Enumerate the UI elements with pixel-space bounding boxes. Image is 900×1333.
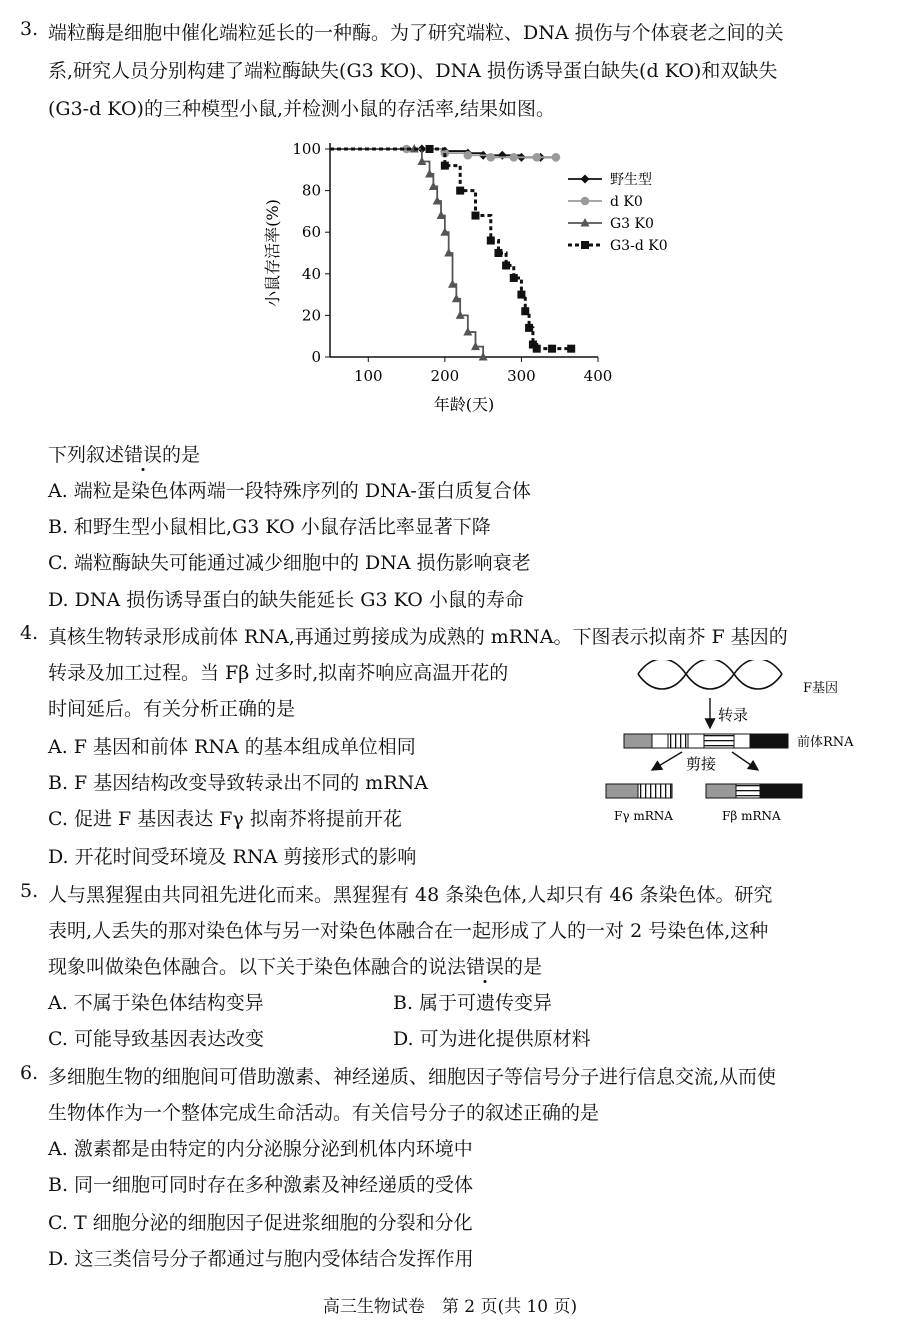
option-b: B. 和野生型小鼠相比,G3 KO 小鼠存活比率显著下降 <box>48 516 491 538</box>
option-c: C. 可能导致基因表达改变 <box>48 1028 264 1050</box>
data-point <box>471 212 479 220</box>
dna-helix <box>638 660 782 689</box>
legend-label: d K0 <box>610 194 643 210</box>
data-point <box>510 274 518 282</box>
option-d: D. DNA 损伤诱导蛋白的缺失能延长 G3 KO 小鼠的寿命 <box>48 589 524 611</box>
option-d: D. 开花时间受环境及 RNA 剪接形式的影响 <box>48 846 417 868</box>
data-point <box>487 237 495 245</box>
legend-label: G3 K0 <box>610 216 654 232</box>
x-tick-label: 400 <box>583 367 613 385</box>
option-a: A. F 基因和前体 RNA 的基本组成单位相同 <box>48 736 416 758</box>
f-gamma-mrna-bar <box>606 784 672 798</box>
splicing-label: 剪接 <box>686 755 717 773</box>
page-footer: 高三生物试卷 第 2 页(共 10 页) <box>322 1297 578 1317</box>
option-b: B. 属于可遗传变异 <box>393 992 553 1014</box>
y-axis-label: 小鼠存活率(%) <box>263 199 282 307</box>
question-stem-line: 现象叫做染色体融合。以下关于染色体融合的说法错误的是 <box>48 956 543 978</box>
data-point <box>517 291 525 299</box>
splicing-diagram <box>600 660 885 835</box>
data-point <box>502 261 510 269</box>
data-point <box>567 345 575 353</box>
question-stem-line: 端粒酶是细胞中催化端粒延长的一种酶。为了研究端粒、DNA 损伤与个体衰老之间的关 <box>48 22 784 44</box>
question-stem-line: 表明,人丢失的那对染色体与另一对染色体融合在一起形成了人的一对 2 号染色体,这种 <box>48 920 769 942</box>
question-prompt: 下列叙述错误的是 <box>48 444 201 466</box>
legend-marker <box>581 197 590 206</box>
data-point <box>494 249 502 257</box>
splice-arrow-left <box>652 752 682 770</box>
splice-arrow-right <box>732 752 758 770</box>
question-stem-line: 时间延后。有关分析正确的是 <box>48 698 296 720</box>
question-number: 3. <box>20 18 39 40</box>
data-point <box>533 345 541 353</box>
option-d: D. 可为进化提供原材料 <box>393 1028 591 1050</box>
data-point <box>521 307 529 315</box>
legend-label: 野生型 <box>610 172 652 188</box>
y-tick-label: 80 <box>301 181 321 200</box>
option-a: A. 端粒是染色体两端一段特殊序列的 DNA-蛋白质复合体 <box>48 480 531 502</box>
data-point <box>464 151 473 160</box>
x-tick-label: 200 <box>430 367 460 385</box>
option-b: B. F 基因结构改变导致转录出不同的 mRNA <box>48 772 428 794</box>
option-a: A. 不属于染色体结构变异 <box>48 992 264 1014</box>
y-tick-label: 100 <box>292 140 321 158</box>
data-point <box>456 187 464 195</box>
y-tick-label: 40 <box>301 264 321 283</box>
data-point <box>548 345 556 353</box>
y-tick-label: 0 <box>311 348 321 366</box>
x-tick-label: 300 <box>507 367 536 385</box>
question-stem-line: 真核生物转录形成前体 RNA,再通过剪接成为成熟的 mRNA。下图表示拟南芥 F 基因的 <box>48 626 788 648</box>
legend-marker <box>581 241 589 249</box>
question-number: 6. <box>20 1062 39 1084</box>
question-stem-line: 系,研究人员分别构建了端粒酶缺失(G3 KO)、DNA 损伤诱导蛋白缺失(d KO)和双缺失 <box>48 60 778 82</box>
data-point <box>532 153 541 162</box>
x-tick-label: 100 <box>353 367 383 385</box>
option-b: B. 同一细胞可同时存在多种激素及神经递质的受体 <box>48 1174 474 1196</box>
f-gamma-label: Fγ mRNA <box>614 809 673 823</box>
data-point <box>552 153 561 162</box>
data-point <box>509 153 518 162</box>
x-axis-label: 年龄(天) <box>433 395 495 414</box>
f-beta-label: Fβ mRNA <box>722 809 781 823</box>
question-stem-line: (G3-d KO)的三种模型小鼠,并检测小鼠的存活率,结果如图。 <box>48 98 556 120</box>
option-c: C. 促进 F 基因表达 Fγ 拟南芥将提前开花 <box>48 808 402 830</box>
data-point <box>441 162 449 170</box>
y-tick-label: 60 <box>301 223 321 242</box>
gene-label: F基因 <box>803 681 839 696</box>
data-point <box>525 324 533 332</box>
question-number: 4. <box>20 622 39 644</box>
transcription-label: 转录 <box>718 706 749 724</box>
option-a: A. 激素都是由特定的内分泌腺分泌到机体内环境中 <box>48 1138 473 1160</box>
option-c: C. 端粒酶缺失可能通过减少细胞中的 DNA 损伤影响衰老 <box>48 552 531 574</box>
legend-label: G3-d K0 <box>610 238 668 254</box>
survival-chart <box>250 135 690 425</box>
f-beta-mrna-bar <box>706 784 802 798</box>
question-stem-line: 多细胞生物的细胞间可借助激素、神经递质、细胞因子等信号分子进行信息交流,从而使 <box>48 1066 777 1088</box>
option-d: D. 这三类信号分子都通过与胞内受体结合发挥作用 <box>48 1248 474 1270</box>
question-stem-line: 转录及加工过程。当 Fβ 过多时,拟南芥响应高温开花的 <box>48 662 509 684</box>
pre-rna-label: 前体RNA <box>797 735 854 750</box>
data-point <box>426 145 434 153</box>
data-point <box>498 151 507 160</box>
y-tick-label: 20 <box>301 306 321 325</box>
data-point <box>487 153 496 162</box>
question-number: 5. <box>20 880 39 902</box>
question-stem-line: 人与黑猩猩由共同祖先进化而来。黑猩猩有 48 条染色体,人却只有 46 条染色体。研究 <box>48 884 773 906</box>
legend-marker <box>581 175 590 184</box>
series-line <box>330 149 571 349</box>
question-stem-line: 生物体作为一个整体完成生命活动。有关信号分子的叙述正确的是 <box>48 1102 600 1124</box>
option-c: C. T 细胞分泌的细胞因子促进浆细胞的分裂和分化 <box>48 1212 473 1234</box>
pre-rna-bar <box>624 734 788 748</box>
